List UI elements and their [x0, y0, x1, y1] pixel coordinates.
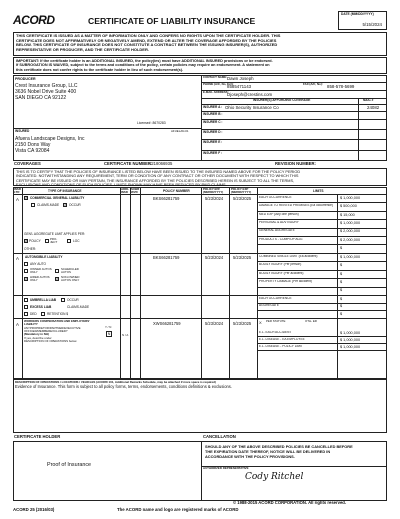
contact-name: Dawn Joseph [227, 76, 254, 81]
form-number: ACORD 25 (2016/03) [13, 507, 55, 512]
limit-value: $ 1,000,000 [340, 195, 361, 200]
limit-divider [257, 287, 387, 288]
phone-label: PHONE (A/C, No, Ext): [203, 82, 234, 86]
holder-name: Proof of Insurance [47, 462, 92, 468]
limit-label: BODILY INJURY (Per accident) [259, 271, 304, 275]
wc-question-line: (Mandatory in NH) [24, 332, 49, 337]
cancellation-line: ACCORDANCE WITH THE POLICY PROVISIONS. [205, 454, 295, 459]
gl-project: PRO- JECT [50, 237, 58, 244]
limit-divider [257, 244, 387, 245]
limit-divider [257, 336, 387, 337]
col-ltr: INSR LTR [14, 187, 21, 194]
email-label: E-MAIL ADDRESS: [203, 90, 229, 94]
insurer-f-label: INSURER F : [203, 150, 223, 155]
limit-value: $ 1,000,000 [340, 221, 361, 225]
fax-value: 858-578-5699 [327, 84, 355, 89]
limit-value: $ [340, 296, 343, 301]
limit-divider [257, 270, 387, 271]
gl-policy: POLICY [29, 239, 41, 243]
signature: Cody Ritchel [245, 472, 304, 482]
certificate-page [13, 11, 387, 513]
limit-label: PROPERTY DAMAGE (Per accident) [259, 280, 312, 283]
umb-retention: RETENTION $ [47, 312, 69, 316]
limit-label: E.L. DISEASE - EA EMPLOYEE [259, 337, 305, 341]
auto-title: AUTOMOBILE LIABILITY [25, 255, 63, 259]
limit-value: $ 1,000,000 [340, 337, 361, 342]
notice-top [13, 32, 387, 56]
scheduled-autos: SCHEDULED AUTOS [61, 267, 79, 274]
insured-label: INSURED [15, 129, 30, 133]
limit-label: MED EXP (Any one person) [259, 212, 299, 216]
hired-checkbox[interactable]: X [25, 277, 28, 281]
col-eff: POLICY EFF (MM/DD/YYYY) [203, 187, 224, 194]
limit-label: DAMAGE TO RENTED PREMISES (Ea occurrence) [259, 204, 333, 208]
limit-divider [257, 318, 387, 319]
gl-ltr: A [16, 197, 19, 202]
gl-agg-label: GEN'L AGGREGATE LIMIT APPLIES PER: [24, 232, 86, 236]
revision-number-label: REVISION NUMBER: [275, 161, 316, 166]
description-text: Evidence of Insurance. This form is subject to all policy forms, terms, endorsements, conditions definitions & exclusions. [15, 384, 232, 389]
gl-other: OTHER: [24, 247, 37, 251]
limit-label: PERSONAL & ADV INJURY [259, 221, 299, 224]
producer-line: 3636 Nobel Drive Suite 400 [15, 89, 77, 95]
insurer-a-label: INSURER A : [203, 104, 223, 109]
wc-ltr: A [16, 322, 19, 327]
ded-checkbox[interactable] [24, 312, 28, 316]
limit-label: E.L. DISEASE - POLICY LIMIT [259, 344, 303, 348]
gl-loc: LOC [73, 239, 80, 243]
fax-label: FAX (A/C, No): [303, 82, 323, 86]
trademark: The ACORD name and logo are registered marks of ACORD [117, 507, 239, 512]
gl-checkbox[interactable]: X [25, 196, 28, 200]
coverages-text [13, 168, 387, 186]
limit-label: E.L. EACH ACCIDENT [259, 330, 292, 334]
limit-value: $ [340, 263, 343, 268]
gl-occur: OCCUR [69, 203, 81, 207]
limit-label: AGGREGATE [259, 304, 279, 308]
limit-label: EACH OCCURRENCE [259, 195, 292, 199]
form-title: CERTIFICATE OF LIABILITY INSURANCE [88, 16, 256, 26]
wc-policy-number: XWS66281759 [153, 321, 181, 326]
insured-line: Afuera Landscape Designs, Inc [15, 136, 85, 142]
cancellation-line: SHOULD ANY OF THE ABOVE DESCRIBED POLICIES BE CANCELLED BEFORE [205, 444, 353, 449]
scheduled-checkbox[interactable] [55, 269, 59, 273]
cancellation-text [205, 444, 353, 459]
excess-checkbox[interactable] [24, 305, 28, 309]
wc-n-box[interactable]: N [107, 332, 111, 336]
umb-claims-made: CLAIMS-MADE [67, 305, 90, 309]
umb-occur: OCCUR [67, 298, 79, 302]
auto-exp: 5/23/2025 [233, 255, 252, 260]
wc-question-line: ANYPROPRIETOR/PARTNER/EXECUTIVE [24, 326, 81, 330]
certificate-holder-label: CERTIFICATE HOLDER [14, 434, 61, 439]
wc-title: WORKERS COMPENSATION AND EMPLOYERS' LIABILITY [24, 319, 90, 326]
limit-label: GENERAL AGGREGATE [259, 229, 295, 233]
limit-divider [257, 295, 387, 296]
limit-value: $ 1,000,000 [340, 254, 361, 259]
date-box [338, 11, 387, 30]
coverages-label: COVERAGES [14, 161, 41, 166]
insurer-e-label: INSURER E : [203, 139, 223, 144]
col-exp: POLICY EXP (MM/DD/YYYY) [231, 187, 252, 194]
limit-divider [257, 261, 387, 262]
limit-value: $ [340, 246, 343, 251]
gl-claims-made: CLAIMS-MADE [37, 203, 60, 207]
wc-question-line: If yes, describe under [24, 335, 52, 340]
umbrella-liab: UMBRELLA LIAB [30, 298, 57, 302]
loc-checkbox[interactable] [67, 239, 71, 243]
notice-line: IMPORTANT: If the certificate holder is an ADDITIONAL INSURED, the policy(ies) must have ADDITIONAL INSURED provisions or be endorsed. [16, 59, 273, 63]
limit-value: $ 1,000,000 [340, 344, 361, 349]
producer-label: PRODUCER [15, 77, 36, 81]
retention-checkbox[interactable] [41, 312, 45, 316]
certificate-number-label: CERTIFICATE NUMBER: [104, 161, 153, 166]
insurer-d-label: INSURER D : [203, 129, 223, 134]
wc-exp: 5/23/2025 [233, 321, 252, 326]
col-subr: SUBR WVD [131, 187, 140, 194]
umb-occur-checkbox[interactable] [61, 298, 65, 302]
gl-exp: 5/23/2025 [233, 196, 252, 201]
insurer-b-label: INSURER B : [203, 111, 223, 116]
limit-divider [257, 343, 387, 344]
phone-value: 8585471143 [227, 84, 252, 89]
wc-question [24, 327, 81, 343]
limit-label: COMBINED SINGLE LIMIT (Ea accident) [259, 254, 318, 258]
producer-address [15, 83, 78, 101]
limit-divider [257, 228, 387, 229]
per-statute: PER STATUTE [266, 319, 286, 323]
notice-line: If SUBROGATION IS WAIVED, subject to the terms and conditions of the policy, certain policies may require an endorsement. A statement on [16, 63, 270, 68]
limit-value: $ [340, 304, 343, 309]
insured-line: 2150 Dons Way [15, 142, 51, 148]
hired-autos: HIRED AUTOS ONLY [30, 275, 50, 282]
limit-value: $ 15,000 [340, 212, 355, 217]
any-auto-checkbox[interactable] [24, 262, 28, 266]
notice-line: BELOW. THIS CERTIFICATE OF INSURANCE DOES NOT CONSTITUTE A CONTRACT BETWEEN THE ISSUING INSURER(S), AUTHORIZED [16, 42, 278, 48]
limit-divider [257, 350, 387, 351]
gl-eff: 5/23/2024 [205, 196, 224, 201]
owned-checkbox[interactable] [24, 269, 28, 273]
coverages-line: INDICATED. NOTWITHSTANDING ANY REQUIREMENT, TERM OR CONDITION OF ANY CONTRACT OR OTHER DOCUMENT WITH RESPECT TO WHICH THIS [16, 174, 299, 179]
umb-ded: DED [30, 312, 37, 316]
limit-value: $ 2,000,000 [340, 237, 361, 242]
gl-title: COMMERCIAL GENERAL LIABILITY [30, 196, 85, 200]
copyright: © 1988-2015 ACORD CORPORATION. All rights reserved. [233, 500, 347, 505]
limit-value: $ 2,000,000 [340, 229, 361, 234]
producer-license: License#: 8670283 [137, 121, 166, 125]
oth-er: OTH- ER [305, 319, 317, 323]
naic-label: NAIC # [363, 98, 374, 102]
notice-line: THIS CERTIFICATE IS ISSUED AS A MATTER OF INFORMATION ONLY AND CONFERS NO RIGHTS UPON THE CERTIFICATE HOLDER. THIS [16, 33, 281, 38]
wc-eff: 5/23/2024 [205, 321, 224, 326]
insurer-a-naic: 24082 [367, 105, 380, 110]
insured-address [15, 136, 85, 154]
limit-value: $ 500,000 [340, 204, 357, 209]
cancellation-line: THE EXPIRATION DATE THEREOF, NOTICE WILL BE DELIVERED IN [205, 449, 331, 454]
insurers-header: INSURER(S) AFFORDING COVERAGE [253, 98, 311, 102]
col-policy: POLICY NUMBER [163, 188, 190, 193]
limit-label: BODILY INJURY (Per person) [259, 263, 302, 267]
auto-policy-number: BKS66281759 [153, 255, 180, 260]
authorized-rep-label: AUTHORIZED REPRESENTATIVE [203, 466, 249, 470]
limit-divider [257, 278, 387, 279]
date-value: 5/15/2024 [362, 22, 382, 27]
limit-value: $ [340, 280, 343, 284]
insured-line: Vista CA 92084 [15, 148, 50, 154]
wc-question-line: OFFICER/MEMBEREXCLUDED? [24, 329, 68, 334]
notice-line: CERTIFICATE DOES NOT AFFIRMATIVELY OR NEGATIVELY AMEND, EXTEND OR ALTER THE COVERAGE AFFORDED BY THE POLICIES [16, 37, 277, 43]
owned-autos: OWNED AUTOS ONLY [30, 267, 52, 274]
coverages-line: EXCLUSIONS AND CONDITIONS OF SUCH POLICIES. LIMITS SHOWN MAY HAVE BEEN REDUCED BY PAID CLAIMS. [16, 183, 227, 188]
contact-name-label: CONTACT NAME: [203, 75, 228, 79]
limit-divider [257, 211, 387, 212]
producer-line: Crest Insurance Group, LLC [15, 83, 78, 89]
auto-ltr: A [16, 256, 19, 261]
non-owned-autos: NON-OWNED AUTOS ONLY [61, 275, 80, 282]
limit-divider [257, 202, 387, 203]
insurer-c-label: INSURER C : [203, 119, 223, 124]
coverages-line: CERTIFICATE MAY BE ISSUED OR MAY PERTAIN, THE INSURANCE AFFORDED BY THE POLICIES DESCRIBED HEREIN IS SUBJECT TO ALL THE TERMS, [16, 178, 295, 183]
notice-line: REPRESENTATIVE OR PRODUCER, AND THE CERTIFICATE HOLDER. [16, 46, 149, 52]
limit-divider [257, 310, 387, 311]
limit-value: $ 1,000,000 [340, 330, 361, 335]
wc-question-line: DESCRIPTION OF OPERATIONS below [24, 338, 77, 343]
claims-made-checkbox[interactable] [31, 203, 35, 207]
col-limits: LIMITS [313, 188, 324, 193]
insured-code: AFUELAN-01 [171, 129, 189, 133]
limit-value: $ [340, 288, 343, 293]
cancellation-label: CANCELLATION [203, 434, 236, 439]
acord-logo: ACORD [13, 13, 55, 27]
limit-value: $ [340, 312, 343, 316]
date-label: DATE (MM/DD/YYYY) [341, 12, 374, 16]
limit-divider [257, 236, 387, 237]
limit-value: $ [340, 271, 343, 276]
gl-policy-number: BKS66281759 [153, 196, 180, 201]
auto-eff: 5/23/2024 [205, 255, 224, 260]
wc-x: X [259, 320, 262, 325]
any-auto: ANY AUTO [30, 262, 47, 266]
email-value: Djoseph@crestins.com [227, 92, 273, 97]
wc-yn: Y / N [105, 325, 112, 329]
excess-liab: EXCESS LIAB [30, 305, 52, 309]
notice-important [13, 57, 387, 74]
non-owned-checkbox[interactable]: X [56, 277, 59, 281]
col-addl: ADDL INSD [121, 187, 129, 194]
limit-label: PRODUCTS - COMP/OP AGG [259, 237, 303, 241]
project-checkbox[interactable] [45, 239, 49, 243]
insurer-a-name: Ohio Security Insurance Co [225, 105, 279, 110]
limit-divider [257, 219, 387, 220]
notice-line: this certificate does not confer rights to the certificate holder in lieu of such endorsement(s). [16, 67, 184, 72]
description-label: DESCRIPTION OF OPERATIONS / LOCATIONS / VEHICLES (ACORD 101, Additional Remarks Schedule, may be attached if more space is required) [15, 379, 216, 384]
producer-line: SAN DIEGO CA 92122 [15, 95, 67, 101]
limit-divider [257, 303, 387, 304]
limit-label: EACH OCCURRENCE [259, 296, 292, 300]
coverages-line: THIS IS TO CERTIFY THAT THE POLICIES OF INSURANCE LISTED BELOW HAVE BEEN ISSUED TO THE INSURED NAMED ABOVE FOR THE POLICY PERIOD [16, 170, 301, 174]
policy-checkbox[interactable]: X [25, 239, 28, 243]
col-type: TYPE OF INSURANCE [48, 188, 82, 193]
wc-na: N / A [122, 333, 129, 337]
limit-divider [257, 253, 387, 254]
occur-checkbox[interactable]: X [64, 203, 67, 207]
umbrella-checkbox[interactable] [24, 298, 28, 302]
certificate-number: 1218066935 [149, 161, 173, 166]
